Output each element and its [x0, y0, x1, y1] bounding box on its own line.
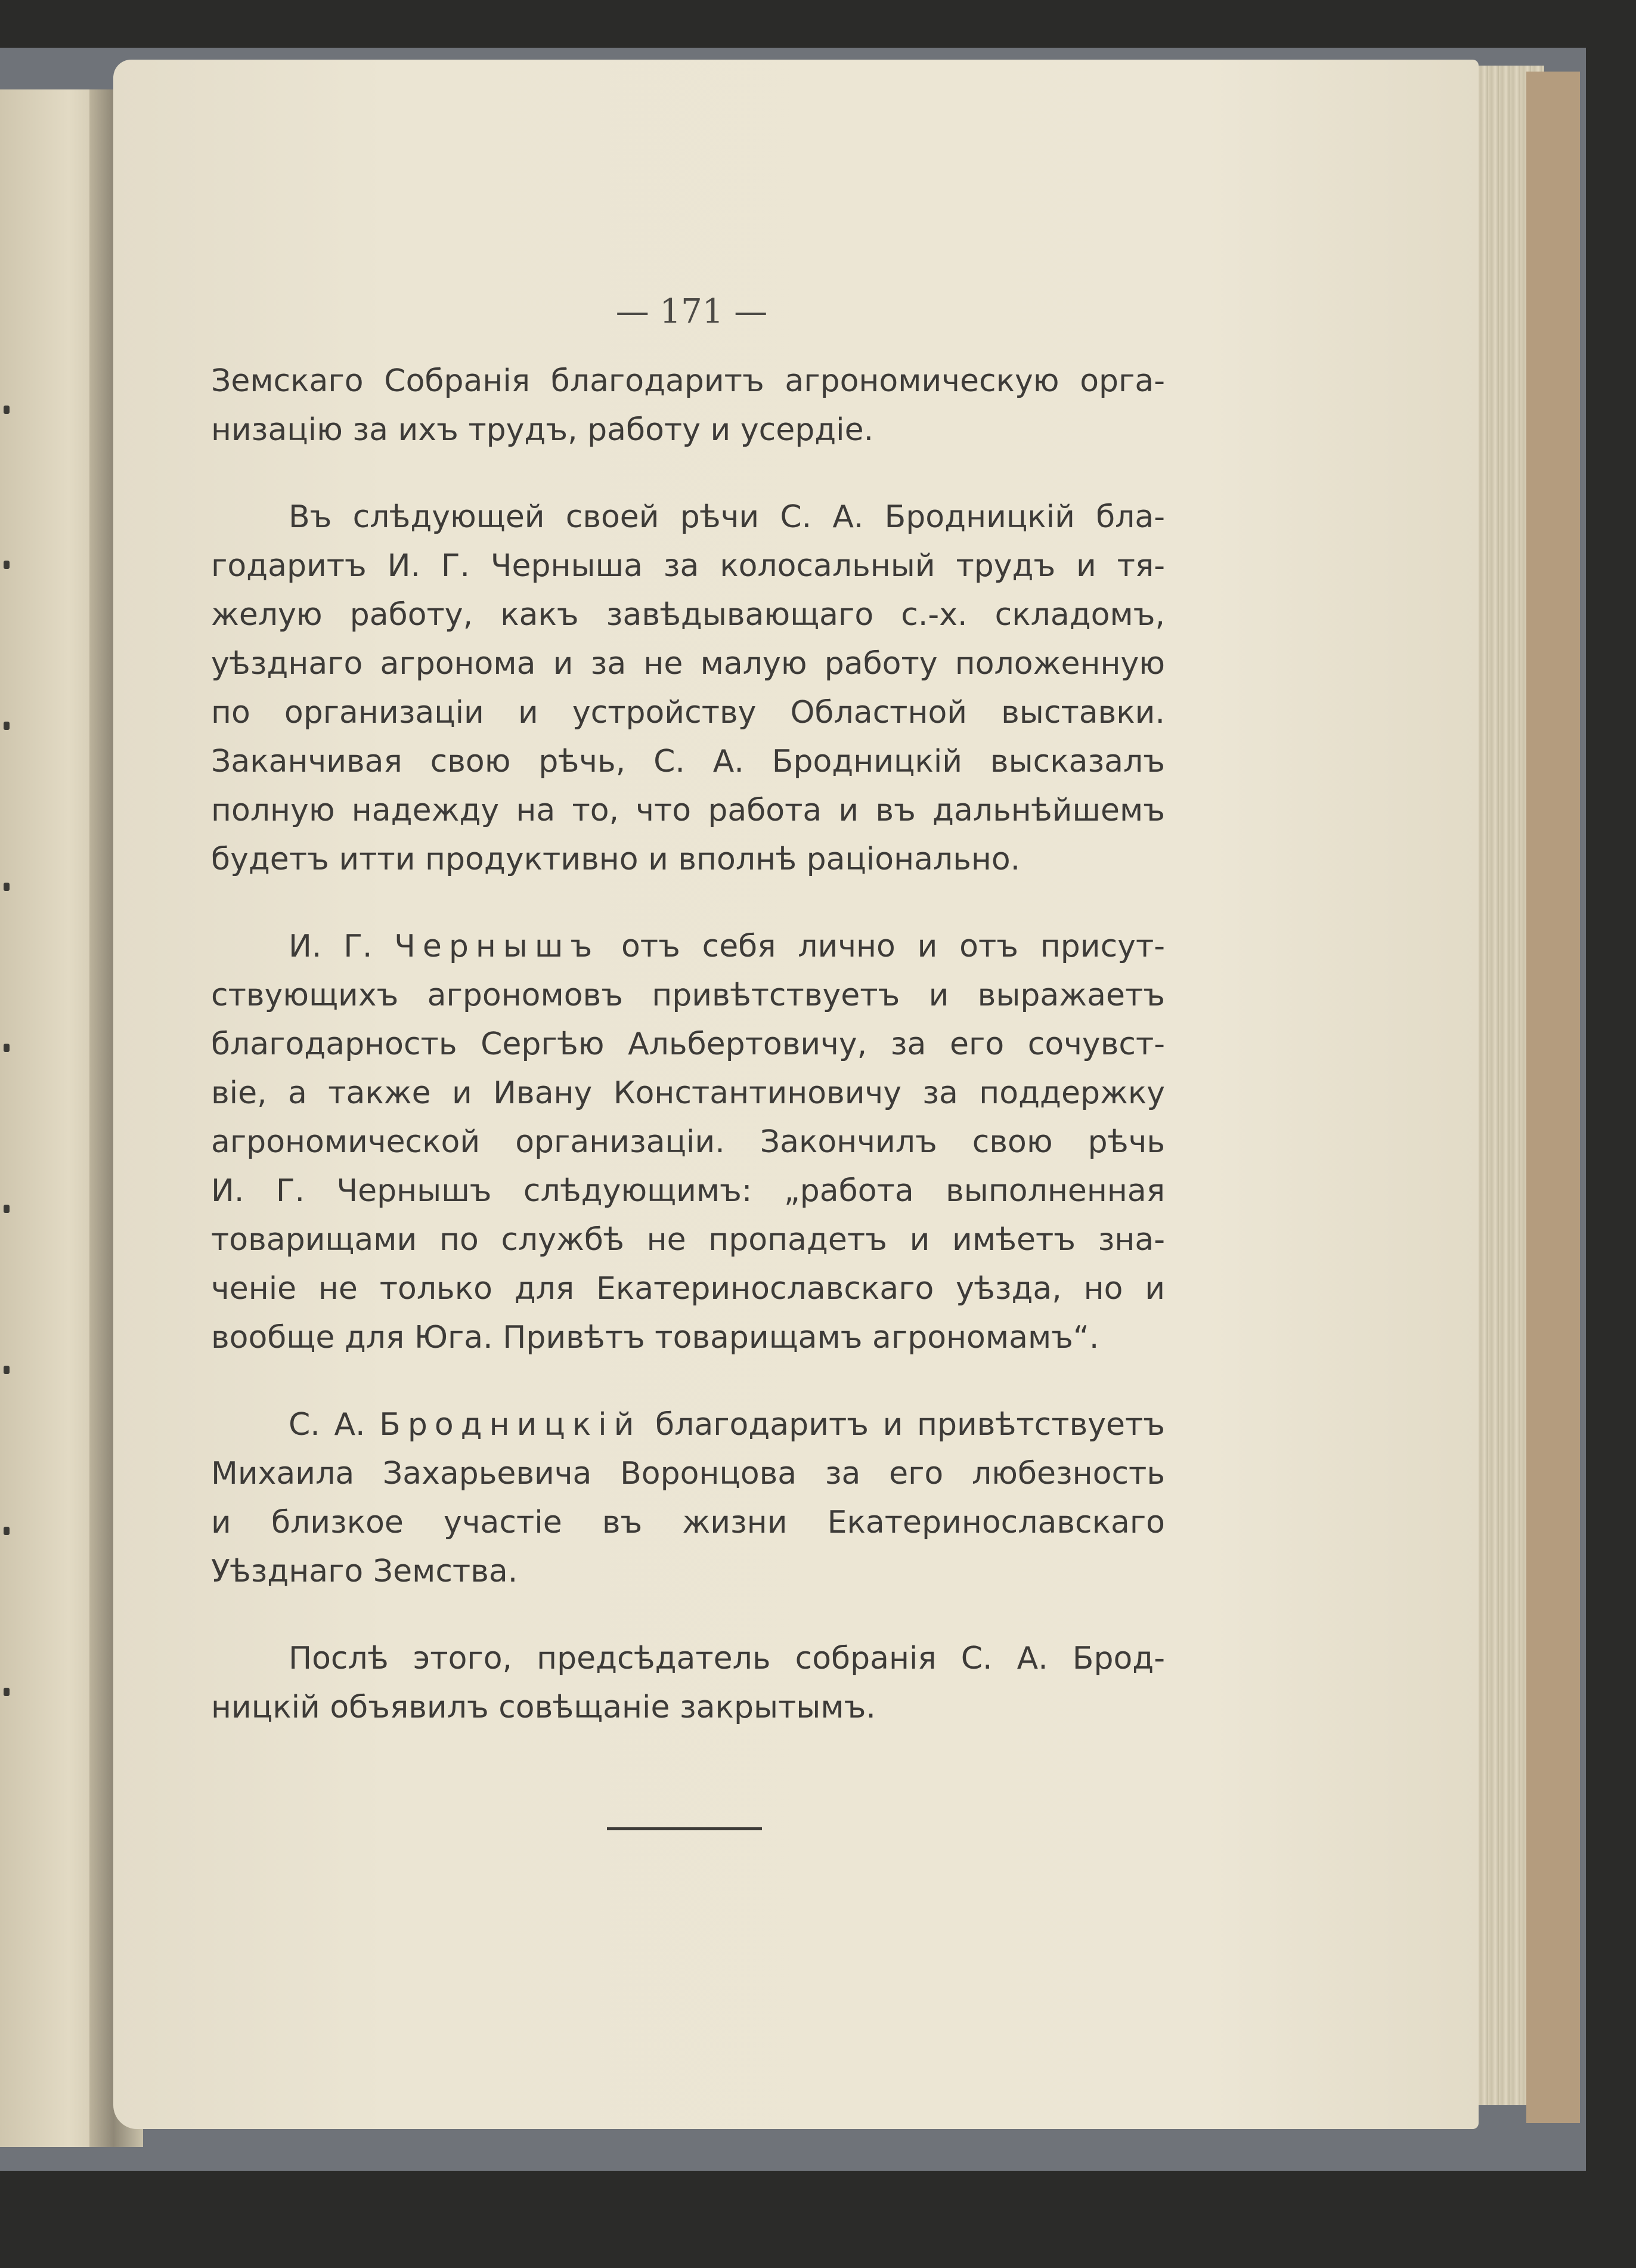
text-line: Михаила Захарьевича Воронцова за его любезность	[211, 1456, 1165, 1492]
text-line: по организаціи и устройству Областной выставки.	[211, 695, 1165, 731]
paragraph-5	[211, 1634, 1165, 1732]
text-line: годаритъ И. Г. Черныша за колосальный трудъ и тя-	[211, 548, 1165, 584]
text-line: Уѣзднаго Земства.	[211, 1554, 518, 1589]
text-line: Въ слѣдующей своей рѣчи С. А. Бродницкій бла-	[289, 499, 1165, 535]
text-line: товарищами по службѣ не пропадетъ и имѣетъ зна-	[211, 1222, 1165, 1258]
text-line: агрономической организаціи. Закончилъ свою рѣчь	[211, 1124, 1165, 1160]
text-line: Заканчивая свою рѣчь, С. А. Бродницкій высказалъ	[211, 744, 1165, 779]
text-line: благодарность Сергѣю Альбертовичу, за его сочувст-	[211, 1026, 1165, 1062]
text-line: желую работу, какъ завѣдывающаго с.-х. складомъ,	[211, 597, 1165, 633]
spaced-name: Бродницкій	[379, 1407, 642, 1443]
text-line: ствующихъ агрономовъ привѣтствуетъ и выражаетъ	[211, 977, 1165, 1013]
text-line: будетъ итти продуктивно и вполнѣ раціонально.	[211, 841, 1021, 877]
text-line: полную надежду на то, что работа и въ дальнѣйшемъ	[211, 793, 1165, 828]
paragraph-1	[211, 357, 1165, 454]
text-line: ченіе не только для Екатеринославскаго уѣзда, но и	[211, 1271, 1165, 1307]
text-line: Послѣ этого, предсѣдатель собранія С. А. Брод-	[289, 1641, 1165, 1676]
spaced-name: Чернышъ	[394, 929, 600, 964]
paragraph-4	[211, 1400, 1165, 1596]
text-line: віе, а также и Ивану Константиновичу за поддержку	[211, 1075, 1165, 1111]
text-line: И. Г. Чернышъ слѣдующимъ: „работа выполненная	[211, 1173, 1165, 1209]
page-body-text	[211, 357, 1165, 1732]
text-line: уѣзднаго агронома и за не малую работу положенную	[211, 646, 1165, 682]
text-line: ницкій объявилъ совѣщаніе закрытымъ.	[211, 1690, 876, 1725]
text-line: и близкое участіе въ жизни Екатеринославскаго	[211, 1505, 1165, 1540]
text-line: вообще для Юга. Привѣтъ товарищамъ агрономамъ“.	[211, 1320, 1099, 1356]
closing-rule	[607, 1827, 762, 1830]
paragraph-3	[211, 922, 1165, 1362]
text-line: И. Г. Чернышъ отъ себя лично и отъ присут-	[289, 929, 1165, 964]
text-line: С. А. Бродницкій благодаритъ и привѣтствуетъ	[289, 1407, 1166, 1443]
left-page-text-fragments	[0, 89, 24, 2147]
paragraph-2	[211, 493, 1165, 884]
back-board	[1526, 72, 1580, 2123]
text-line: Земскаго Собранія благодаритъ агрономическую орга-	[211, 363, 1165, 399]
page-number: — 171 —	[615, 292, 768, 331]
text-line: низацію за ихъ трудъ, работу и усердіе.	[211, 412, 874, 448]
